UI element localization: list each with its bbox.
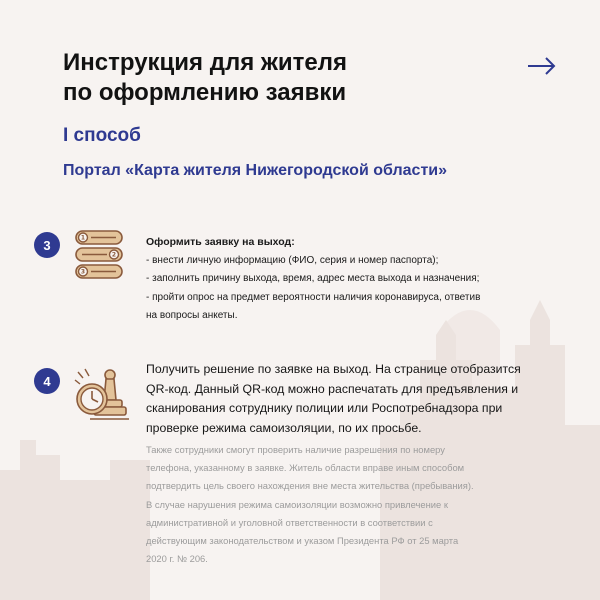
note-line: Также сотрудники смогут проверить наличие разрешения по номеру [146,444,445,455]
note-line: телефона, указанному в заявке. Житель области вправе иным способом [146,462,465,474]
step-3-heading: Оформить заявку на выход: [146,236,295,248]
step-4-text [146,360,566,438]
numbered-list-icon [72,226,130,284]
note-line: административной и уголовной ответственности в соответствии с [146,516,433,528]
step-3-text [146,233,546,326]
title-line-1: Инструкция для жителя [63,49,348,76]
svg-text:1: 1 [80,234,86,242]
page-title [63,48,483,108]
step-4-line: Получить решение по заявке на выход. На странице отобразится [146,362,521,376]
step-4-line: проверке режима самоизоляции, по их просьбе. [146,420,422,435]
step-4-line: сканирования сотруднику полиции или Роспотребнадзора при [146,401,503,415]
step-3-line: на вопросы анкеты. [146,310,238,321]
note-line: подтвердить цель своего нахождения вне места жительства (пребывания). [146,480,474,492]
method-label: I способ [63,125,141,146]
step-4-note [146,441,566,568]
note-line: 2020 г. № 206. [146,553,208,565]
svg-text:3: 3 [80,268,86,276]
step-3-badge: 3 [34,232,60,258]
step-3-line: - пройти опрос на предмет вероятности наличия коронавируса, ответив [146,291,481,303]
step-4-badge: 4 [34,368,60,394]
svg-text:2: 2 [111,251,117,259]
step-3-line: - внести личную информацию (ФИО, серия и номер паспорта); [146,254,439,266]
step-3-line: - заполнить причину выхода, время, адрес места выхода и назначения; [146,273,480,284]
arrow-right-icon[interactable] [527,56,557,76]
step-4-line: QR-код. Данный QR-код можно распечатать для предъявления и [146,381,519,396]
title-line-2: по оформлению заявки [63,79,347,106]
clock-stamp-icon [72,366,130,424]
portal-name: Портал «Карта жителя Нижегородской области» [63,162,448,179]
note-line: действующим законодательством и указом Президента РФ от 25 марта [146,535,459,547]
note-line: В случае нарушения режима самоизоляции возможно привлечение к [146,498,448,510]
